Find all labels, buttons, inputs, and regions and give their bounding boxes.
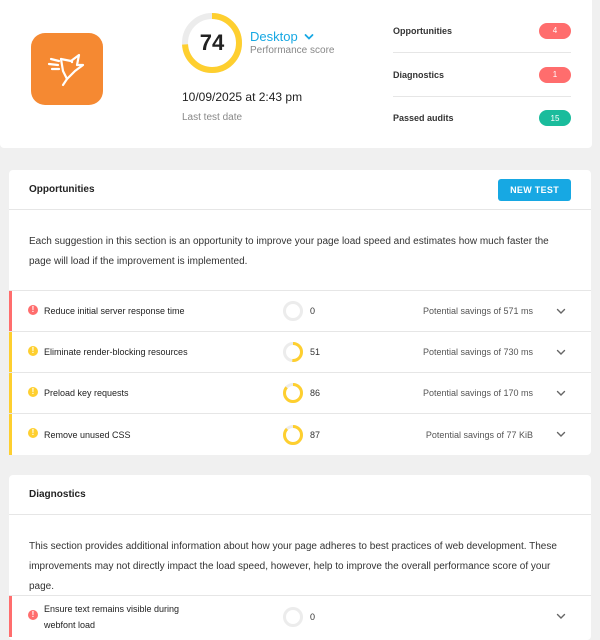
severity-bar	[9, 414, 12, 455]
chevron-down-icon	[304, 33, 314, 41]
audit-score: 0	[310, 306, 316, 316]
hummingbird-logo-icon	[31, 33, 103, 105]
audit-title: Remove unused CSS	[44, 429, 131, 440]
stat-label: Diagnostics	[393, 69, 445, 80]
exclamation-icon: !	[28, 305, 38, 315]
audit-row[interactable]	[9, 373, 591, 414]
audit-score-ring	[283, 425, 303, 445]
chevron-down-icon[interactable]	[555, 387, 567, 399]
audit-score: 0	[310, 611, 316, 622]
audit-score: 86	[310, 388, 321, 398]
audit-row[interactable]	[9, 414, 591, 455]
chevron-down-icon[interactable]	[555, 346, 567, 358]
performance-score-label: Performance score	[250, 45, 335, 56]
exclamation-icon: !	[28, 428, 38, 438]
device-label: Desktop	[250, 29, 298, 44]
count-badge: 1	[539, 67, 571, 83]
stat-passed-audits	[393, 96, 571, 140]
audit-row[interactable]	[9, 291, 591, 332]
section-title: Diagnostics	[29, 489, 86, 500]
severity-bar	[9, 373, 12, 413]
audit-score: 87	[310, 429, 321, 440]
section-description: This section provides additional information about how your page adheres to best practices of web development. These improvements may not directly impact the load speed, however, help to improve the overall performance score of your page.	[9, 515, 591, 596]
severity-bar	[9, 596, 12, 637]
diagnostics-card	[9, 475, 591, 640]
audit-title: Reduce initial server response time	[44, 306, 185, 316]
audit-row[interactable]	[9, 596, 591, 637]
audit-score-ring	[283, 301, 303, 321]
severity-bar	[9, 332, 12, 372]
section-title: Opportunities	[29, 184, 95, 195]
audit-score-ring	[283, 607, 303, 627]
exclamation-icon: !	[28, 346, 38, 356]
audit-title: Ensure text remains visible during webfont load	[44, 604, 180, 630]
stat-label: Passed audits	[393, 113, 454, 123]
potential-savings: Potential savings of 170 ms	[422, 388, 533, 398]
new-test-button[interactable]: NEW TEST	[498, 179, 571, 201]
chevron-down-icon[interactable]	[555, 429, 567, 441]
audit-score: 51	[310, 347, 321, 357]
potential-savings: Potential savings of 571 ms	[422, 306, 533, 316]
summary-card	[0, 0, 592, 148]
potential-savings: Potential savings of 77 KiB	[425, 429, 533, 440]
device-selector[interactable]	[250, 29, 314, 44]
performance-score-value: 74	[199, 30, 225, 55]
count-badge: 4	[539, 23, 571, 39]
chevron-down-icon[interactable]	[555, 305, 567, 317]
severity-bar	[9, 291, 12, 331]
exclamation-icon: !	[28, 387, 38, 397]
audit-title: Preload key requests	[44, 388, 129, 398]
audit-score-ring	[283, 383, 303, 403]
stat-opportunities	[393, 9, 571, 53]
last-test-date-label: Last test date	[182, 112, 243, 123]
stat-diagnostics	[393, 53, 571, 97]
audit-row[interactable]	[9, 332, 591, 373]
potential-savings: Potential savings of 730 ms	[422, 347, 533, 357]
last-test-date: 10/09/2025 at 2:43 pm	[182, 90, 303, 104]
section-description: Each suggestion in this section is an opportunity to improve your page load speed and estimates how much faster the page will load if the improvement is implemented.	[9, 210, 591, 291]
stat-label: Opportunities	[393, 25, 452, 36]
chevron-down-icon[interactable]	[555, 611, 567, 623]
opportunities-card	[9, 170, 591, 455]
exclamation-icon: !	[28, 610, 38, 620]
audit-title: Eliminate render-blocking resources	[44, 347, 188, 357]
count-badge: 15	[539, 110, 571, 126]
audit-score-ring	[283, 342, 303, 362]
